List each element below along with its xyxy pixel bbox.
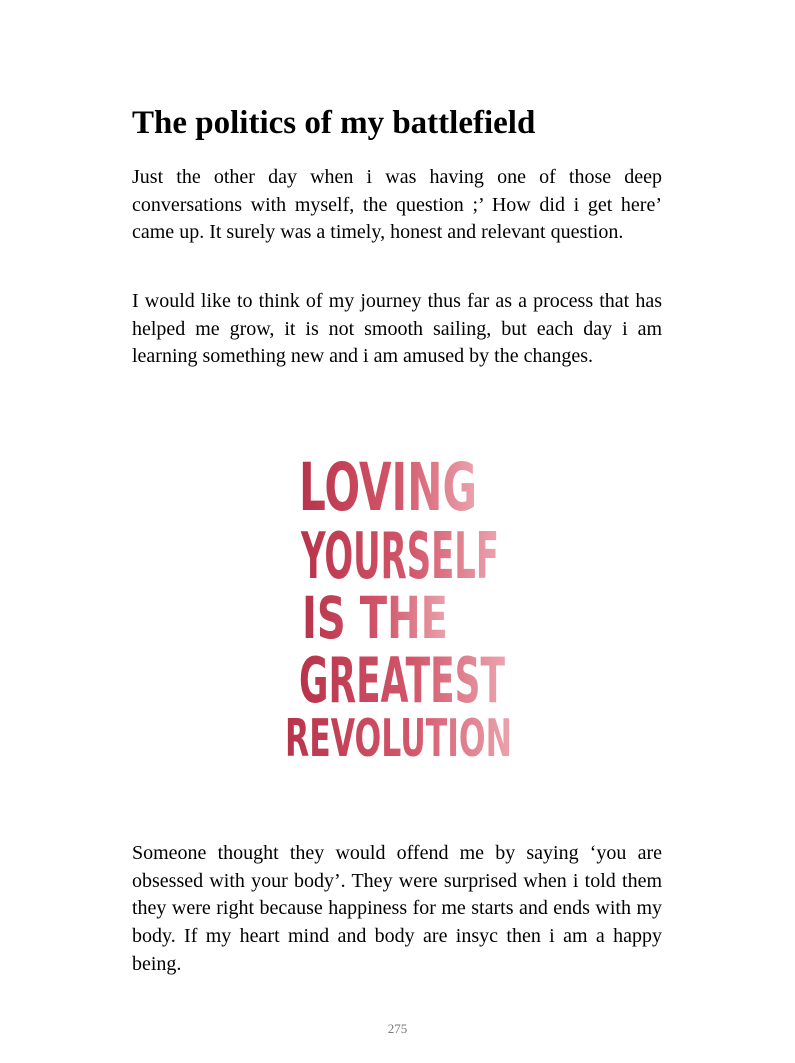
quote-line: REVOLUTION — [285, 709, 512, 769]
loving-yourself-quote-image — [275, 438, 525, 800]
quote-line: YOURSELF — [300, 520, 499, 594]
quote-line: IS THE — [302, 584, 448, 652]
page-title: The politics of my battlefield — [132, 105, 536, 141]
body-paragraph: Someone thought they would offend me by saying ‘you are obsessed with your body’. They were surprised when i told them they were right because happiness for me starts and ends with my body. If my heart mind and body are insyc then i am a happy being. — [132, 842, 662, 975]
quote-line: LOVING — [299, 449, 477, 526]
page-number: 275 — [387, 1021, 408, 1036]
body-paragraph: Just the other day when i was having one of those deep conversations with myself, the question ;’ How did i get here’ came up. It surely was a timely, honest and relevant question. — [132, 166, 662, 244]
body-paragraph: I would like to think of my journey thus far as a process that has helped me grow, it is not smooth sailing, but each day i am learning something new and i am amused by the changes. — [132, 290, 662, 368]
quote-line: GREATEST — [299, 644, 505, 717]
